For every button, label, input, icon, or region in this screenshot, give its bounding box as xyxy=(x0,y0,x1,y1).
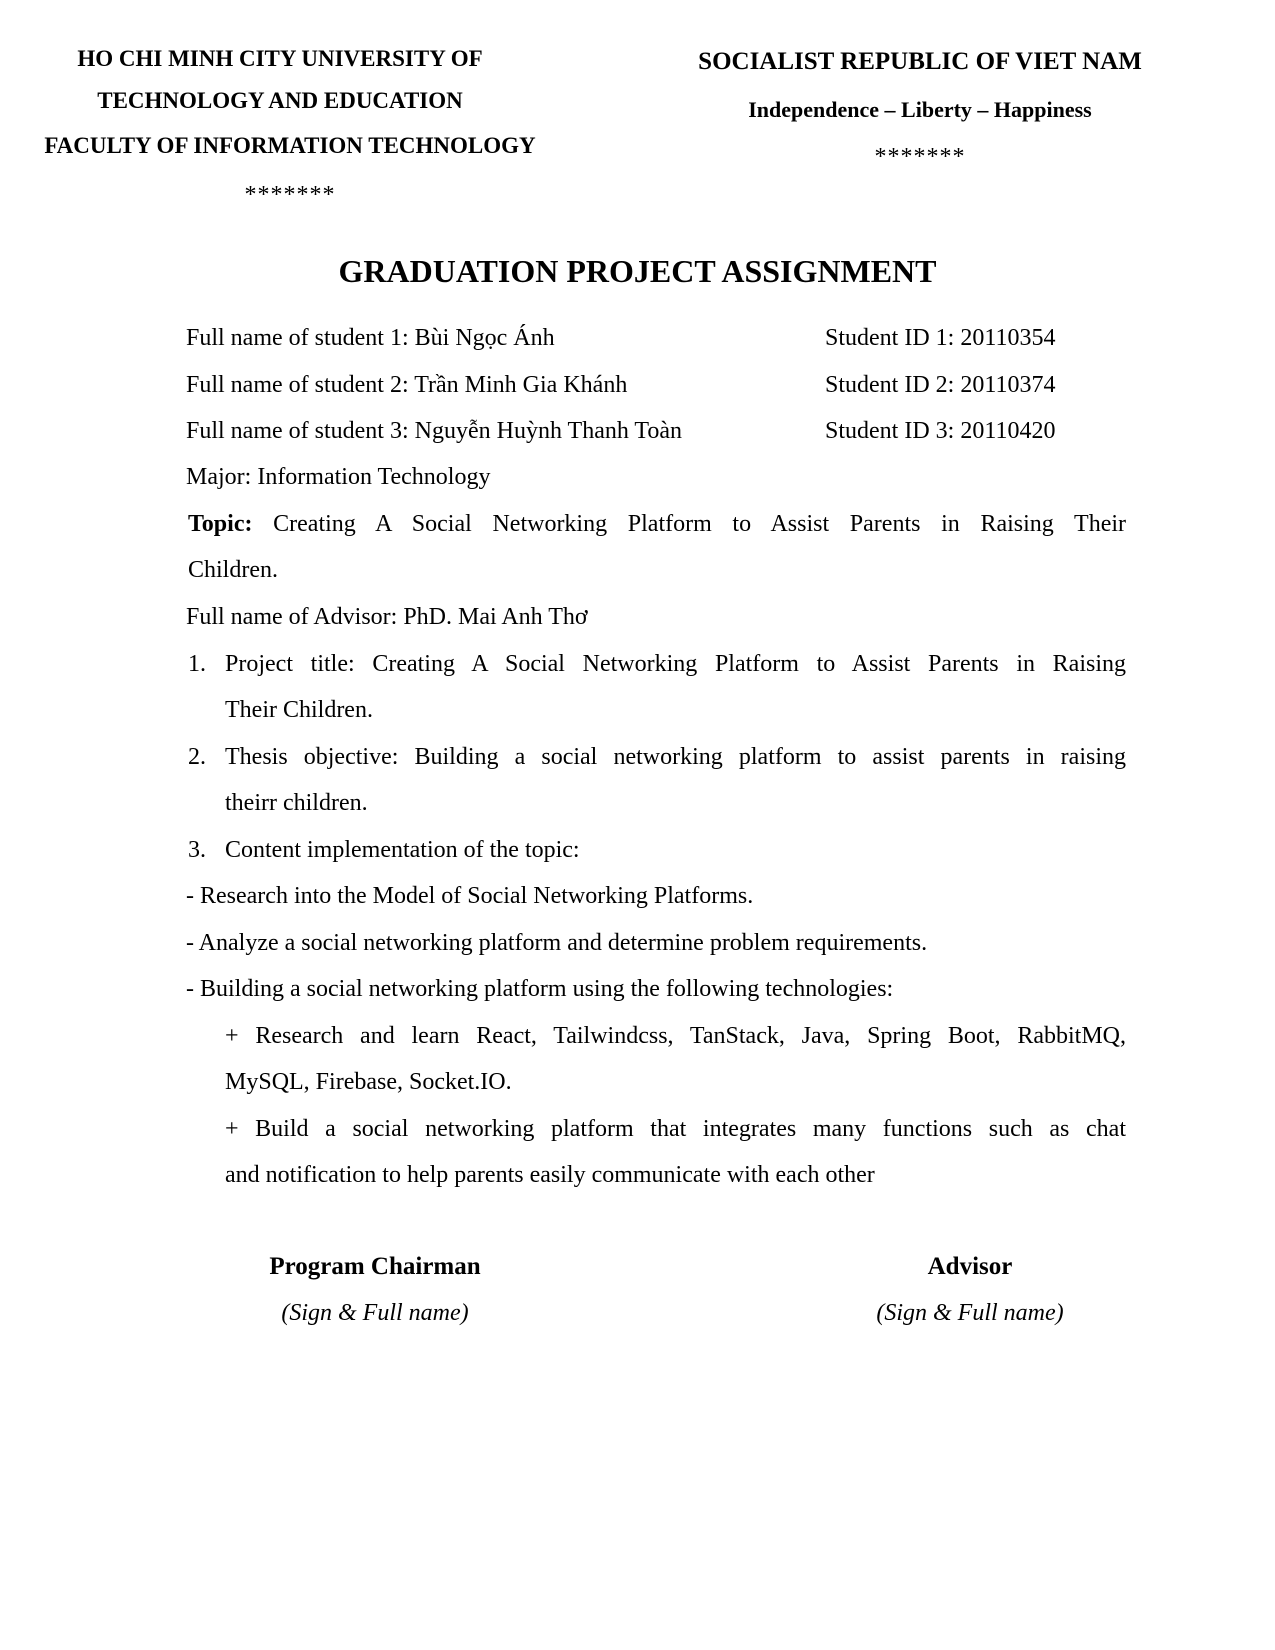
left-stars-divider: ******* xyxy=(244,182,336,208)
item-2-line2: theirr children. xyxy=(225,790,368,816)
advisor-sign-note: (Sign & Full name) xyxy=(876,1300,1064,1326)
item-1-line2: Their Children. xyxy=(225,697,373,723)
program-chairman-sign-note: (Sign & Full name) xyxy=(281,1300,469,1326)
content-dash-3: - Building a social networking platform using the following technologies: xyxy=(186,976,894,1002)
advisor-title: Advisor xyxy=(927,1253,1013,1280)
content-plus-1-line2: MySQL, Firebase, Socket.IO. xyxy=(225,1069,512,1095)
item-1-number: 1. xyxy=(188,651,206,677)
major: Major: Information Technology xyxy=(186,464,491,490)
item-3-number: 3. xyxy=(188,837,206,863)
national-motto: Independence – Liberty – Happiness xyxy=(748,97,1092,122)
item-3-line1: Content implementation of the topic: xyxy=(225,837,580,863)
item-1-line1: Project title: Creating A Social Networking Platform to Assist Parents in Raising xyxy=(225,651,1126,677)
student-2-name: Full name of student 2: Trần Minh Gia Khánh xyxy=(186,372,628,398)
content-dash-1: - Research into the Model of Social Networking Platforms. xyxy=(186,883,754,909)
student-2-id: Student ID 2: 20110374 xyxy=(825,372,1056,398)
content-plus-2-line1: + Build a social networking platform that integrates many functions such as chat xyxy=(225,1116,1126,1142)
advisor-name: Full name of Advisor: PhD. Mai Anh Thơ xyxy=(186,604,588,630)
university-name-line2: TECHNOLOGY AND EDUCATION xyxy=(97,88,463,113)
content-plus-2-line2: and notification to help parents easily communicate with each other xyxy=(225,1162,875,1188)
content-plus-1-line1: + Research and learn React, Tailwindcss, TanStack, Java, Spring Boot, RabbitMQ, xyxy=(225,1023,1126,1049)
student-3-name: Full name of student 3: Nguyễn Huỳnh Thanh Toàn xyxy=(186,418,683,444)
student-1-id: Student ID 1: 20110354 xyxy=(825,325,1056,351)
program-chairman-title: Program Chairman xyxy=(269,1253,481,1280)
university-name-line1: HO CHI MINH CITY UNIVERSITY OF xyxy=(77,46,483,71)
faculty-name: FACULTY OF INFORMATION TECHNOLOGY xyxy=(44,133,536,158)
item-2-number: 2. xyxy=(188,744,206,770)
topic-label: Topic: xyxy=(188,511,253,537)
topic-line1 xyxy=(188,511,1126,538)
student-1-name: Full name of student 1: Bùi Ngọc Ánh xyxy=(186,325,555,351)
topic-text: Creating A Social Networking Platform to Assist Parents in Raising Their xyxy=(273,511,1127,537)
document-title: GRADUATION PROJECT ASSIGNMENT xyxy=(338,253,937,289)
content-dash-2: - Analyze a social networking platform and determine problem requirements. xyxy=(186,930,928,956)
country-name: SOCIALIST REPUBLIC OF VIET NAM xyxy=(698,48,1142,75)
right-stars-divider: ******* xyxy=(874,144,966,170)
student-3-id: Student ID 3: 20110420 xyxy=(825,418,1056,444)
topic-line2: Children. xyxy=(188,557,278,583)
item-2-line1: Thesis objective: Building a social networking platform to assist parents in raising xyxy=(225,744,1126,770)
